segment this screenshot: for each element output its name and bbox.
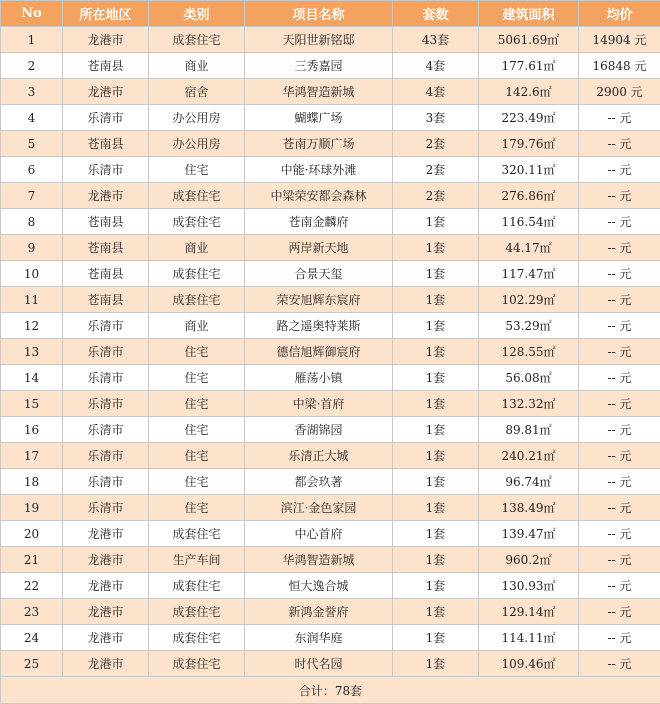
cell-area: 276.86㎡ <box>479 183 579 209</box>
table-row <box>1 391 660 417</box>
cell-units: 1套 <box>393 443 479 469</box>
cell-area: 109.46㎡ <box>479 651 579 677</box>
cell-type: 成套住宅 <box>149 573 245 599</box>
table-row <box>1 521 660 547</box>
cell-region: 乐清市 <box>63 365 149 391</box>
cell-region: 乐清市 <box>63 339 149 365</box>
cell-avg-price: -- 元 <box>579 339 660 365</box>
table-row <box>1 443 660 469</box>
table-row <box>1 287 660 313</box>
cell-type: 住宅 <box>149 495 245 521</box>
cell-type: 生产车间 <box>149 547 245 573</box>
cell-type: 成套住宅 <box>149 27 245 53</box>
header-avg-price: 均价 <box>579 1 660 27</box>
table-row <box>1 105 660 131</box>
cell-region: 乐清市 <box>63 313 149 339</box>
cell-type: 商业 <box>149 235 245 261</box>
cell-units: 1套 <box>393 469 479 495</box>
cell-region: 龙港市 <box>63 79 149 105</box>
cell-avg-price: -- 元 <box>579 547 660 573</box>
cell-region: 龙港市 <box>63 573 149 599</box>
cell-units: 1套 <box>393 573 479 599</box>
cell-no: 8 <box>1 209 63 235</box>
cell-project-name: 中心首府 <box>245 521 393 547</box>
cell-no: 22 <box>1 573 63 599</box>
cell-area: 114.11㎡ <box>479 625 579 651</box>
cell-project-name: 时代名园 <box>245 651 393 677</box>
header-region: 所在地区 <box>63 1 149 27</box>
cell-area: 179.76㎡ <box>479 131 579 157</box>
cell-project-name: 苍南万顺广场 <box>245 131 393 157</box>
cell-no: 10 <box>1 261 63 287</box>
total-row <box>1 677 660 704</box>
cell-project-name: 雁荡小镇 <box>245 365 393 391</box>
table-row <box>1 599 660 625</box>
cell-area: 130.93㎡ <box>479 573 579 599</box>
cell-avg-price: -- 元 <box>579 183 660 209</box>
cell-area: 5061.69㎡ <box>479 27 579 53</box>
cell-project-name: 中梁·首府 <box>245 391 393 417</box>
cell-region: 苍南县 <box>63 261 149 287</box>
cell-region: 乐清市 <box>63 443 149 469</box>
cell-type: 办公用房 <box>149 131 245 157</box>
cell-no: 2 <box>1 53 63 79</box>
cell-area: 139.47㎡ <box>479 521 579 547</box>
cell-avg-price: -- 元 <box>579 287 660 313</box>
cell-area: 142.6㎡ <box>479 79 579 105</box>
cell-no: 6 <box>1 157 63 183</box>
table-row <box>1 417 660 443</box>
cell-type: 成套住宅 <box>149 261 245 287</box>
cell-no: 19 <box>1 495 63 521</box>
cell-region: 乐清市 <box>63 417 149 443</box>
cell-project-name: 三秀嘉园 <box>245 53 393 79</box>
table-row <box>1 469 660 495</box>
table-row <box>1 625 660 651</box>
table-row <box>1 183 660 209</box>
cell-units: 1套 <box>393 313 479 339</box>
cell-units: 1套 <box>393 599 479 625</box>
cell-avg-price: 2900 元 <box>579 79 660 105</box>
cell-project-name: 德信旭辉御宸府 <box>245 339 393 365</box>
cell-type: 成套住宅 <box>149 287 245 313</box>
cell-type: 成套住宅 <box>149 625 245 651</box>
cell-units: 1套 <box>393 261 479 287</box>
cell-avg-price: 14904 元 <box>579 27 660 53</box>
header-type: 类别 <box>149 1 245 27</box>
cell-type: 住宅 <box>149 417 245 443</box>
cell-units: 2套 <box>393 183 479 209</box>
cell-units: 3套 <box>393 105 479 131</box>
cell-region: 龙港市 <box>63 651 149 677</box>
table-row <box>1 261 660 287</box>
cell-units: 1套 <box>393 365 479 391</box>
table-row <box>1 313 660 339</box>
cell-avg-price: -- 元 <box>579 157 660 183</box>
cell-units: 1套 <box>393 547 479 573</box>
cell-project-name: 华鸿智造新城 <box>245 547 393 573</box>
cell-type: 住宅 <box>149 339 245 365</box>
cell-area: 177.61㎡ <box>479 53 579 79</box>
cell-avg-price: -- 元 <box>579 443 660 469</box>
cell-region: 乐清市 <box>63 469 149 495</box>
cell-type: 住宅 <box>149 365 245 391</box>
cell-project-name: 香湖锦园 <box>245 417 393 443</box>
cell-avg-price: -- 元 <box>579 131 660 157</box>
cell-area: 96.74㎡ <box>479 469 579 495</box>
cell-region: 龙港市 <box>63 27 149 53</box>
cell-avg-price: -- 元 <box>579 651 660 677</box>
cell-no: 20 <box>1 521 63 547</box>
cell-project-name: 合景天玺 <box>245 261 393 287</box>
cell-project-name: 乐清正大城 <box>245 443 393 469</box>
cell-avg-price: -- 元 <box>579 521 660 547</box>
table-row <box>1 651 660 677</box>
cell-project-name: 东润华庭 <box>245 625 393 651</box>
cell-units: 1套 <box>393 417 479 443</box>
cell-type: 成套住宅 <box>149 521 245 547</box>
cell-project-name: 滨江·金色家园 <box>245 495 393 521</box>
cell-units: 1套 <box>393 339 479 365</box>
cell-avg-price: -- 元 <box>579 599 660 625</box>
cell-no: 25 <box>1 651 63 677</box>
cell-area: 128.55㎡ <box>479 339 579 365</box>
cell-type: 成套住宅 <box>149 599 245 625</box>
cell-area: 89.81㎡ <box>479 417 579 443</box>
cell-region: 乐清市 <box>63 391 149 417</box>
cell-project-name: 都会玖著 <box>245 469 393 495</box>
table-body <box>1 27 660 677</box>
cell-no: 15 <box>1 391 63 417</box>
cell-no: 13 <box>1 339 63 365</box>
cell-area: 53.29㎡ <box>479 313 579 339</box>
cell-avg-price: -- 元 <box>579 365 660 391</box>
cell-avg-price: -- 元 <box>579 495 660 521</box>
cell-area: 129.14㎡ <box>479 599 579 625</box>
cell-area: 320.11㎡ <box>479 157 579 183</box>
cell-no: 1 <box>1 27 63 53</box>
cell-area: 223.49㎡ <box>479 105 579 131</box>
cell-area: 960.2㎡ <box>479 547 579 573</box>
cell-no: 7 <box>1 183 63 209</box>
cell-no: 24 <box>1 625 63 651</box>
cell-project-name: 恒大逸合城 <box>245 573 393 599</box>
header-units: 套数 <box>393 1 479 27</box>
cell-units: 1套 <box>393 391 479 417</box>
cell-project-name: 蝴蝶广场 <box>245 105 393 131</box>
cell-units: 4套 <box>393 79 479 105</box>
cell-type: 成套住宅 <box>149 209 245 235</box>
table-row <box>1 339 660 365</box>
cell-units: 1套 <box>393 651 479 677</box>
cell-no: 23 <box>1 599 63 625</box>
cell-avg-price: -- 元 <box>579 573 660 599</box>
cell-no: 14 <box>1 365 63 391</box>
cell-region: 苍南县 <box>63 53 149 79</box>
table-row <box>1 209 660 235</box>
cell-avg-price: -- 元 <box>579 625 660 651</box>
cell-no: 11 <box>1 287 63 313</box>
header-project-name: 项目名称 <box>245 1 393 27</box>
cell-area: 116.54㎡ <box>479 209 579 235</box>
cell-type: 住宅 <box>149 157 245 183</box>
table-row <box>1 27 660 53</box>
cell-avg-price: -- 元 <box>579 261 660 287</box>
total-label: 合计：78套 <box>1 677 660 704</box>
table-row <box>1 157 660 183</box>
cell-units: 43套 <box>393 27 479 53</box>
cell-type: 住宅 <box>149 469 245 495</box>
header-no: No <box>1 1 63 27</box>
cell-type: 商业 <box>149 53 245 79</box>
cell-no: 18 <box>1 469 63 495</box>
cell-project-name: 路之遥奥特莱斯 <box>245 313 393 339</box>
cell-region: 苍南县 <box>63 235 149 261</box>
cell-project-name: 中梁荣安都会森林 <box>245 183 393 209</box>
table-row <box>1 495 660 521</box>
cell-no: 4 <box>1 105 63 131</box>
cell-type: 住宅 <box>149 443 245 469</box>
table-row <box>1 365 660 391</box>
cell-region: 乐清市 <box>63 495 149 521</box>
cell-project-name: 天阳世新铭邸 <box>245 27 393 53</box>
cell-avg-price: 16848 元 <box>579 53 660 79</box>
cell-avg-price: -- 元 <box>579 417 660 443</box>
cell-region: 龙港市 <box>63 183 149 209</box>
cell-region: 龙港市 <box>63 625 149 651</box>
cell-avg-price: -- 元 <box>579 105 660 131</box>
cell-area: 102.29㎡ <box>479 287 579 313</box>
cell-units: 1套 <box>393 209 479 235</box>
cell-project-name: 荣安旭辉东宸府 <box>245 287 393 313</box>
cell-units: 2套 <box>393 157 479 183</box>
cell-type: 办公用房 <box>149 105 245 131</box>
cell-project-name: 苍南金麟府 <box>245 209 393 235</box>
cell-units: 1套 <box>393 287 479 313</box>
cell-units: 1套 <box>393 495 479 521</box>
cell-type: 住宅 <box>149 391 245 417</box>
cell-type: 成套住宅 <box>149 651 245 677</box>
table-row <box>1 235 660 261</box>
cell-no: 5 <box>1 131 63 157</box>
table-row <box>1 547 660 573</box>
cell-type: 商业 <box>149 313 245 339</box>
cell-type: 宿舍 <box>149 79 245 105</box>
cell-no: 16 <box>1 417 63 443</box>
cell-units: 1套 <box>393 625 479 651</box>
cell-type: 成套住宅 <box>149 183 245 209</box>
cell-area: 56.08㎡ <box>479 365 579 391</box>
cell-project-name: 两岸新天地 <box>245 235 393 261</box>
header-area: 建筑面积 <box>479 1 579 27</box>
cell-avg-price: -- 元 <box>579 313 660 339</box>
cell-units: 1套 <box>393 521 479 547</box>
cell-region: 苍南县 <box>63 209 149 235</box>
table-row <box>1 573 660 599</box>
table-row <box>1 53 660 79</box>
table-row <box>1 79 660 105</box>
cell-area: 240.21㎡ <box>479 443 579 469</box>
cell-no: 12 <box>1 313 63 339</box>
table-header-row <box>1 1 660 27</box>
cell-project-name: 华鸿智造新城 <box>245 79 393 105</box>
cell-no: 3 <box>1 79 63 105</box>
cell-units: 1套 <box>393 235 479 261</box>
cell-area: 138.49㎡ <box>479 495 579 521</box>
cell-region: 龙港市 <box>63 599 149 625</box>
table-row <box>1 131 660 157</box>
cell-region: 苍南县 <box>63 287 149 313</box>
cell-units: 2套 <box>393 131 479 157</box>
cell-no: 21 <box>1 547 63 573</box>
cell-area: 44.17㎡ <box>479 235 579 261</box>
cell-no: 17 <box>1 443 63 469</box>
cell-avg-price: -- 元 <box>579 469 660 495</box>
cell-area: 132.32㎡ <box>479 391 579 417</box>
cell-project-name: 中能·环球外滩 <box>245 157 393 183</box>
cell-region: 苍南县 <box>63 131 149 157</box>
cell-region: 龙港市 <box>63 547 149 573</box>
cell-project-name: 新鸿金誉府 <box>245 599 393 625</box>
cell-units: 4套 <box>393 53 479 79</box>
cell-avg-price: -- 元 <box>579 235 660 261</box>
cell-area: 117.47㎡ <box>479 261 579 287</box>
cell-region: 龙港市 <box>63 521 149 547</box>
cell-avg-price: -- 元 <box>579 391 660 417</box>
cell-no: 9 <box>1 235 63 261</box>
cell-region: 乐清市 <box>63 157 149 183</box>
cell-region: 乐清市 <box>63 105 149 131</box>
cell-avg-price: -- 元 <box>579 209 660 235</box>
